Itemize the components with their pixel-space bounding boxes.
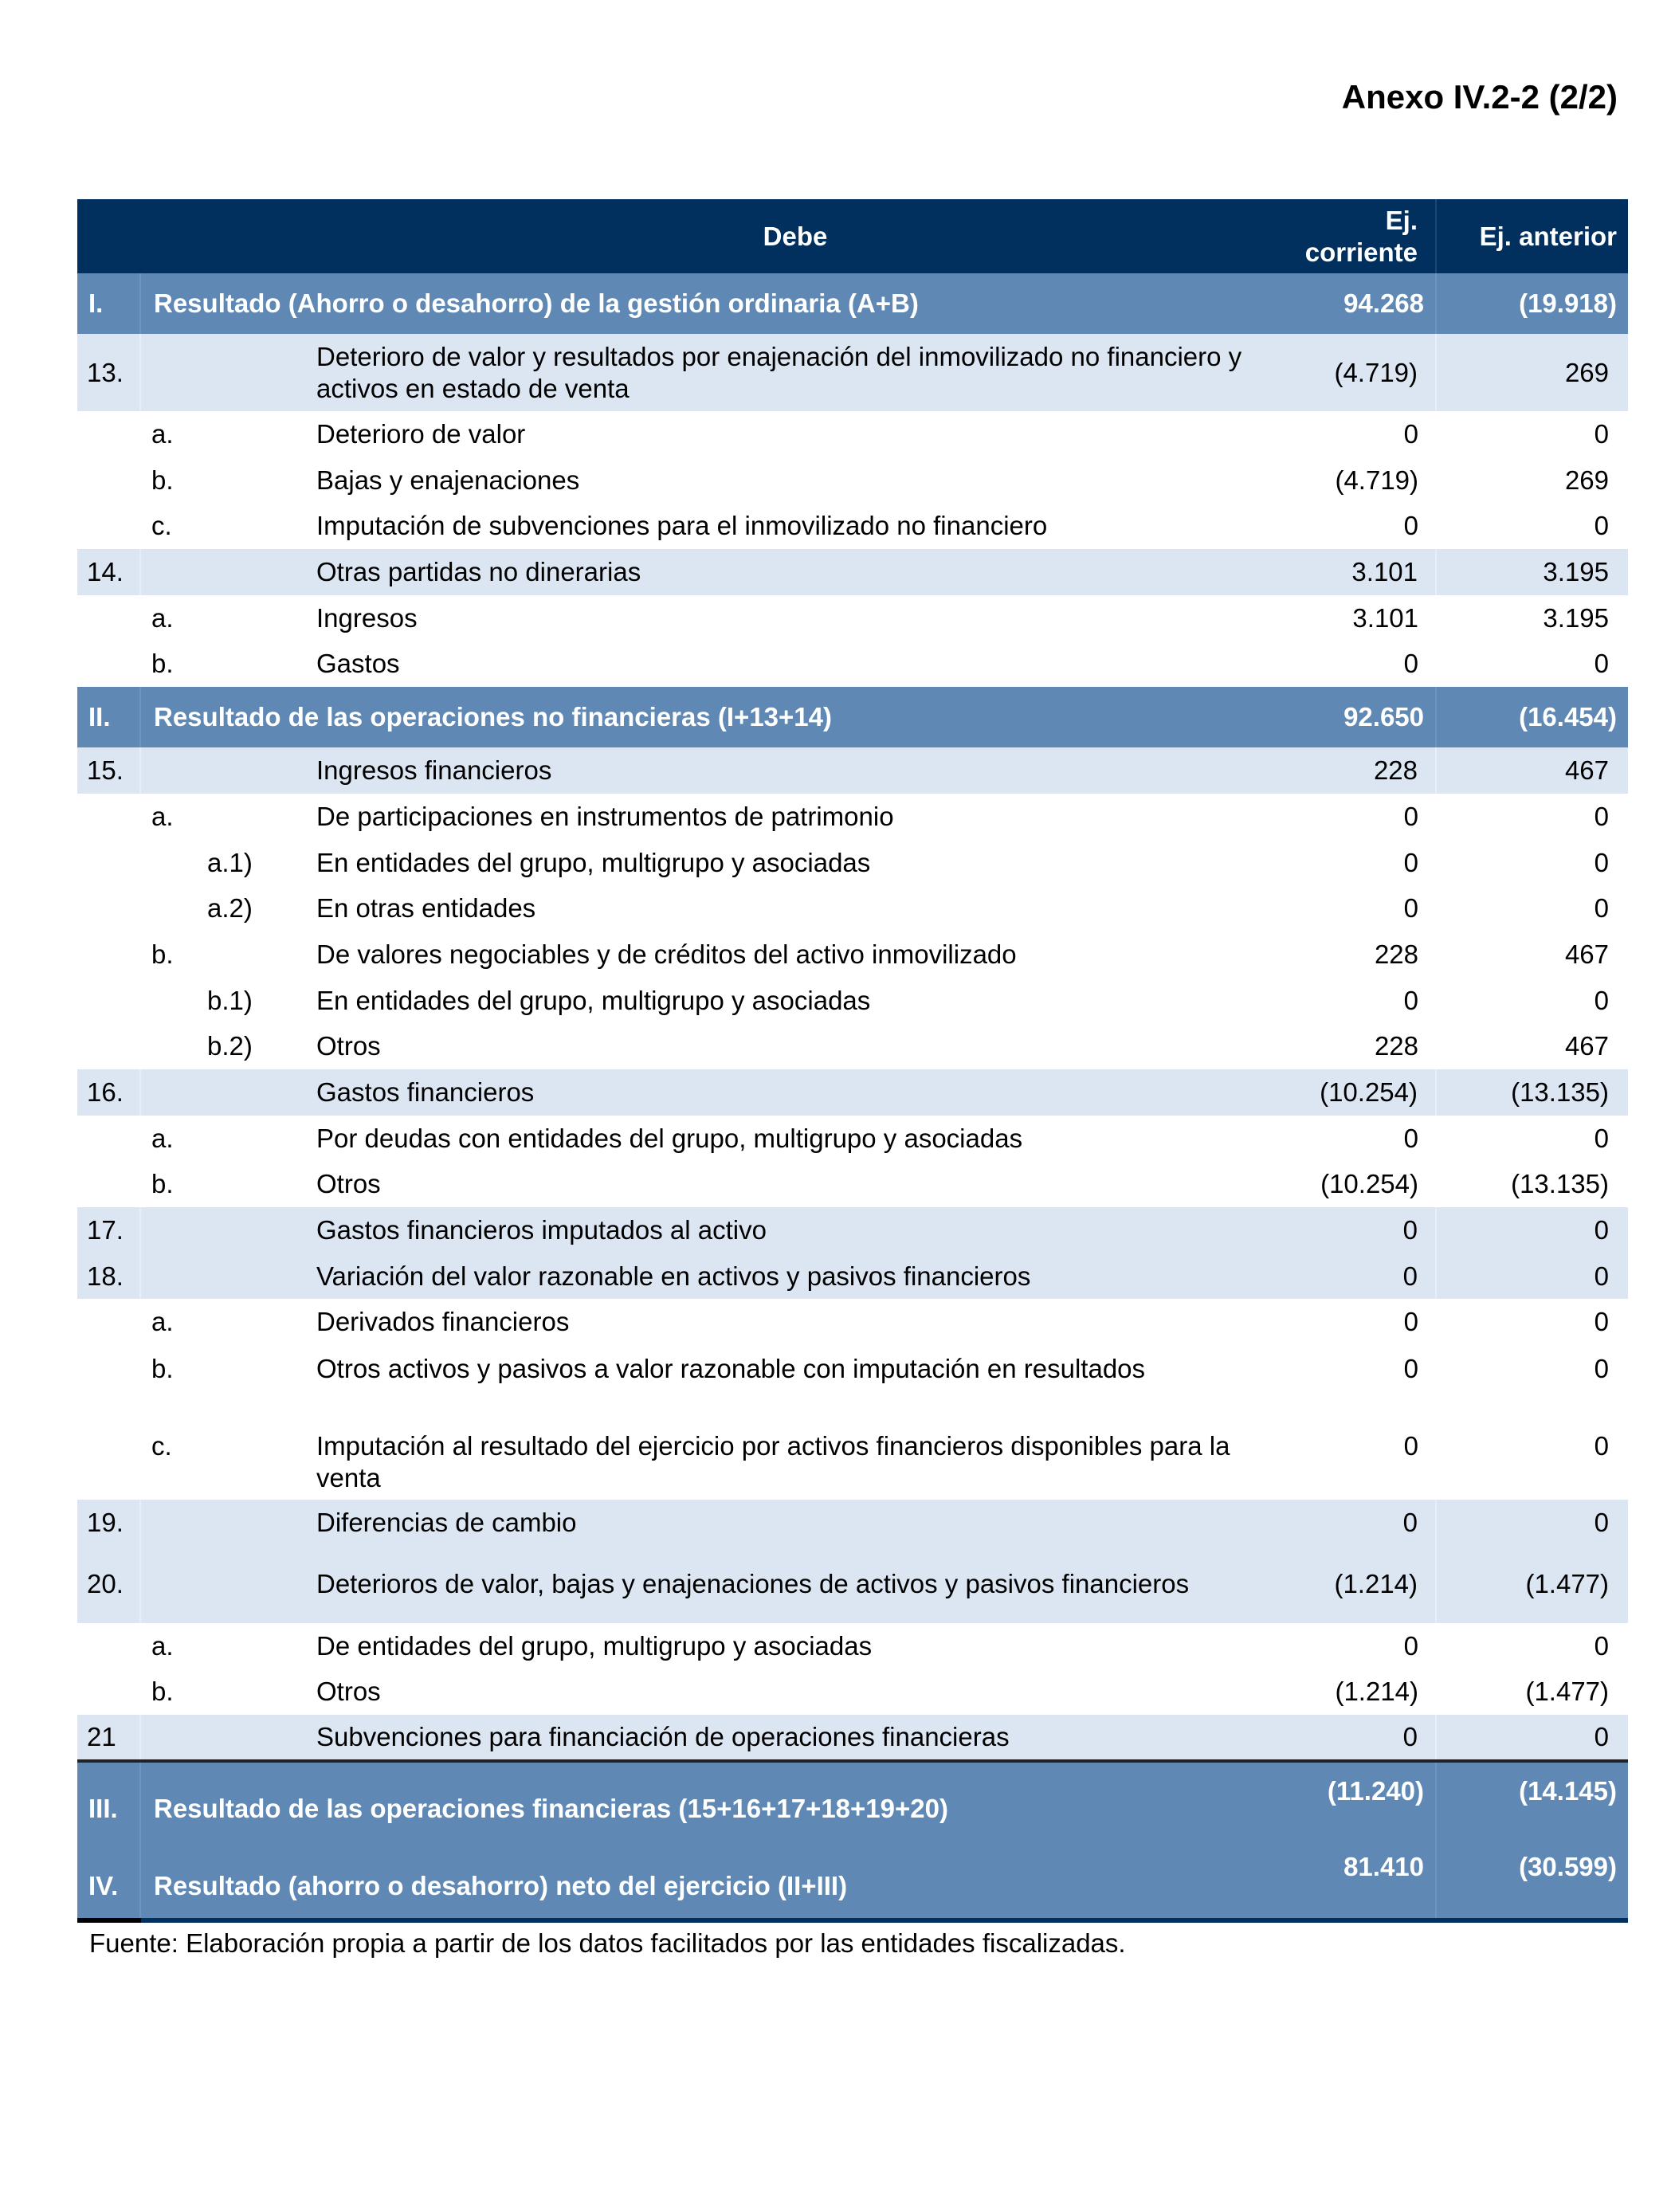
row-subletter: b. [151, 465, 174, 495]
row-number: II. [77, 687, 140, 747]
table-row [77, 595, 1628, 641]
row-subletter [140, 885, 207, 931]
value-ej-anterior: 0 [1594, 893, 1610, 924]
row-number [77, 978, 140, 1024]
table-row [77, 641, 1628, 687]
value-ej-anterior: 269 [1436, 334, 1628, 411]
table-row [77, 747, 1628, 794]
row-label: Ingresos financieros [316, 755, 552, 786]
value-ej-corriente: 228 [1374, 1031, 1419, 1061]
row-subletter: c. [151, 1431, 172, 1461]
value-ej-anterior: 0 [1594, 1123, 1610, 1153]
value-ej-anterior: 0 [1594, 1354, 1610, 1384]
row-number: IV. [77, 1838, 140, 1920]
table-row [77, 503, 1628, 549]
row-subletter [140, 1253, 207, 1300]
table-row [77, 1422, 1628, 1500]
value-ej-corriente: 3.101 [1352, 602, 1419, 633]
table-row [77, 931, 1628, 978]
value-ej-anterior: 467 [1564, 939, 1610, 969]
value-ej-corriente: 0 [1402, 1261, 1418, 1291]
row-label: Resultado (Ahorro o desahorro) de la gestión ordinaria (A+B) [154, 288, 919, 319]
row-label: Resultado de las operaciones financieras (15+16+17+18+19+20) [140, 1761, 1274, 1838]
row-label: De valores negociables y de créditos del activo inmovilizado [316, 939, 1017, 969]
row-number [77, 885, 140, 931]
value-ej-corriente: 0 [1403, 893, 1419, 924]
value-ej-anterior: 0 [1436, 1253, 1628, 1300]
value-ej-corriente: 0 [1403, 1307, 1419, 1337]
row-number [77, 411, 140, 457]
row-subsubletter [207, 503, 316, 549]
value-ej-corriente: 0 [1403, 649, 1419, 679]
value-ej-corriente: 81.410 [1274, 1838, 1436, 1920]
value-ej-anterior: (14.145) [1436, 1761, 1628, 1838]
value-ej-corriente: (1.214) [1334, 1569, 1418, 1599]
row-label: Otras partidas no dinerarias [316, 557, 641, 587]
row-label: De entidades del grupo, multigrupo y asociadas [316, 1630, 873, 1661]
row-number [77, 1023, 140, 1069]
row-number: 14. [77, 549, 140, 595]
row-subletter: a. [151, 602, 174, 633]
row-subletter [140, 840, 207, 886]
value-ej-anterior: 3.195 [1543, 602, 1610, 633]
annex-title: Anexo IV.2-2 (2/2) [1341, 78, 1618, 116]
section-total-row [77, 687, 1628, 747]
table-row [77, 1116, 1628, 1162]
row-subsubletter [207, 334, 316, 411]
row-number [77, 1299, 140, 1345]
value-ej-anterior: 0 [1594, 985, 1610, 1015]
value-ej-anterior: 0 [1594, 1307, 1610, 1337]
row-number: 16. [77, 1069, 140, 1116]
row-label: Gastos financieros imputados al activo [316, 1215, 767, 1245]
value-ej-corriente: 228 [1373, 755, 1418, 786]
header-debe: Debe [763, 221, 828, 251]
section-total-row [77, 1761, 1628, 1838]
value-ej-corriente: 0 [1403, 801, 1419, 831]
table-row [77, 1023, 1628, 1069]
section-total-row [77, 273, 1628, 334]
row-subsubletter [207, 411, 316, 457]
row-subsubletter: b.2) [207, 1031, 253, 1061]
row-number [77, 840, 140, 886]
value-ej-anterior: (19.918) [1436, 273, 1628, 334]
table-row [77, 840, 1628, 886]
row-number: 15. [77, 747, 140, 794]
value-ej-anterior: (30.599) [1436, 1838, 1628, 1920]
section-total-row [77, 1838, 1628, 1920]
row-number [77, 595, 140, 641]
row-label: Variación del valor razonable en activos y pasivos financieros [316, 1261, 1031, 1291]
value-ej-anterior: 3.195 [1436, 549, 1628, 595]
row-label: En otras entidades [316, 893, 536, 924]
header-ej-corriente: Ej. corriente [1304, 205, 1418, 267]
row-label: Imputación al resultado del ejercicio por activos financieros disponibles para la venta [316, 1431, 1230, 1492]
value-ej-anterior: 0 [1594, 419, 1610, 449]
value-ej-corriente: 0 [1403, 419, 1419, 449]
table-row [77, 1207, 1628, 1253]
row-number [77, 931, 140, 978]
row-label: Otros [316, 1677, 381, 1707]
value-ej-corriente: 0 [1403, 1431, 1419, 1461]
table-row [77, 549, 1628, 595]
row-subletter: b. [151, 1677, 174, 1707]
row-subsubletter [207, 1500, 316, 1546]
row-subsubletter [207, 1116, 316, 1162]
row-number: 21 [77, 1715, 140, 1761]
row-subletter: a. [151, 419, 174, 449]
row-subsubletter [207, 1546, 316, 1623]
table-row [77, 1253, 1628, 1300]
row-subletter: a. [151, 1307, 174, 1337]
value-ej-corriente: 0 [1403, 985, 1419, 1015]
row-label: Derivados financieros [316, 1307, 570, 1337]
table-row [77, 1623, 1628, 1669]
value-ej-anterior: 467 [1564, 1031, 1610, 1061]
row-subsubletter [207, 641, 316, 687]
row-subsubletter: b.1) [207, 985, 253, 1015]
table-row [77, 794, 1628, 840]
row-subletter [140, 334, 207, 411]
row-subsubletter [207, 747, 316, 794]
value-ej-corriente: 0 [1402, 1215, 1418, 1245]
row-number: 19. [77, 1500, 140, 1546]
row-subletter [140, 1546, 207, 1623]
header-ej-anterior: Ej. anterior [1436, 199, 1628, 273]
table-row [77, 1069, 1628, 1116]
table-row [77, 457, 1628, 504]
row-number [77, 1161, 140, 1207]
row-number [77, 641, 140, 687]
row-label: Deterioro de valor [316, 419, 526, 449]
row-number [77, 1116, 140, 1162]
value-ej-corriente: 0 [1403, 1630, 1419, 1661]
row-subsubletter [207, 1253, 316, 1300]
value-ej-anterior: 0 [1436, 1207, 1628, 1253]
row-subsubletter [207, 549, 316, 595]
row-subletter: a. [151, 1630, 174, 1661]
value-ej-corriente: 0 [1403, 1354, 1419, 1384]
row-subsubletter [207, 1299, 316, 1345]
row-label: Resultado de las operaciones no financieras (I+13+14) [154, 702, 832, 732]
row-subsubletter: a.1) [207, 847, 253, 877]
value-ej-anterior: 0 [1594, 511, 1610, 541]
row-label: En entidades del grupo, multigrupo y asociadas [316, 985, 871, 1015]
row-number: I. [77, 273, 140, 334]
row-label: De participaciones en instrumentos de patrimonio [316, 801, 894, 831]
value-ej-anterior: (16.454) [1436, 687, 1628, 747]
value-ej-corriente: (11.240) [1274, 1761, 1436, 1838]
table-row [77, 885, 1628, 931]
row-subletter: b. [151, 1354, 174, 1384]
row-label: Resultado (ahorro o desahorro) neto del ejercicio (II+III) [140, 1838, 1274, 1920]
value-ej-corriente: 0 [1403, 1123, 1419, 1153]
row-subletter: b. [151, 649, 174, 679]
row-subsubletter [207, 1161, 316, 1207]
value-ej-corriente: 0 [1402, 1508, 1418, 1538]
row-subletter: b. [151, 1169, 174, 1199]
table-row [77, 1500, 1628, 1546]
row-number [77, 794, 140, 840]
table-header-row [77, 199, 1628, 273]
row-label: Otros [316, 1169, 381, 1199]
value-ej-anterior: (13.135) [1436, 1069, 1628, 1116]
row-label: Deterioros de valor, bajas y enajenaciones de activos y pasivos financieros [316, 1569, 1190, 1599]
row-subsubletter [207, 931, 316, 978]
row-subsubletter [207, 1069, 316, 1116]
row-label: Por deudas con entidades del grupo, multigrupo y asociadas [316, 1123, 1023, 1153]
row-subsubletter [207, 794, 316, 840]
income-statement-table [77, 199, 1628, 1923]
table-row [77, 978, 1628, 1024]
row-subletter: a. [151, 801, 174, 831]
value-ej-anterior: 0 [1594, 801, 1610, 831]
row-label: Ingresos [316, 602, 418, 633]
value-ej-corriente: 0 [1403, 847, 1419, 877]
row-subsubletter [207, 1422, 316, 1500]
row-subletter: b. [151, 939, 174, 969]
row-label: Bajas y enajenaciones [316, 465, 580, 495]
row-subsubletter [207, 1669, 316, 1715]
row-subletter [140, 1500, 207, 1546]
row-label: Otros [316, 1031, 381, 1061]
row-label: Imputación de subvenciones para el inmovilizado no financiero [316, 511, 1048, 541]
value-ej-anterior: 0 [1436, 1500, 1628, 1546]
row-subletter [140, 978, 207, 1024]
table-row [77, 1546, 1628, 1623]
table-row [77, 1669, 1628, 1715]
table-row [77, 1161, 1628, 1207]
value-ej-anterior: (1.477) [1525, 1677, 1610, 1707]
row-subletter: c. [151, 511, 172, 541]
value-ej-anterior: 0 [1594, 1630, 1610, 1661]
row-subsubletter [207, 457, 316, 504]
row-subletter: a. [151, 1123, 174, 1153]
row-subletter [140, 1069, 207, 1116]
value-ej-corriente: 92.650 [1343, 702, 1425, 732]
row-subletter [140, 549, 207, 595]
value-ej-anterior: 269 [1564, 465, 1610, 495]
value-ej-corriente: (10.254) [1320, 1077, 1418, 1107]
value-ej-anterior: 467 [1436, 747, 1628, 794]
row-label: Otros activos y pasivos a valor razonable con imputación en resultados [316, 1354, 1146, 1384]
table-row [77, 1299, 1628, 1345]
row-subsubletter [207, 1623, 316, 1669]
value-ej-anterior: (13.135) [1511, 1169, 1610, 1199]
value-ej-corriente: (4.719) [1335, 465, 1419, 495]
row-subletter [140, 1715, 207, 1761]
row-number: 13. [77, 334, 140, 411]
row-label: Subvenciones para financiación de operaciones financieras [316, 1722, 1010, 1752]
row-subsubletter [207, 1207, 316, 1253]
value-ej-corriente: (10.254) [1320, 1169, 1419, 1199]
row-number: III. [77, 1761, 140, 1838]
value-ej-anterior: 0 [1594, 847, 1610, 877]
row-number [77, 503, 140, 549]
table-row [77, 1345, 1628, 1422]
row-subletter [140, 1023, 207, 1069]
value-ej-corriente: 3.101 [1351, 557, 1418, 587]
row-subsubletter [207, 595, 316, 641]
row-label: Gastos [316, 649, 400, 679]
row-number: 20. [77, 1546, 140, 1623]
table-row [77, 334, 1628, 411]
row-number [77, 1422, 140, 1500]
table-row [77, 411, 1628, 457]
value-ej-anterior: (1.477) [1436, 1546, 1628, 1623]
source-note: Fuente: Elaboración propia a partir de los datos facilitados por las entidades fiscalizadas. [89, 1928, 1126, 1958]
value-ej-corriente: (4.719) [1334, 357, 1418, 387]
row-label: Diferencias de cambio [316, 1508, 577, 1538]
row-number: 18. [77, 1253, 140, 1300]
value-ej-corriente: 228 [1374, 939, 1419, 969]
value-ej-corriente: 0 [1403, 511, 1419, 541]
row-number: 17. [77, 1207, 140, 1253]
value-ej-corriente: 0 [1402, 1722, 1418, 1752]
row-label: Gastos financieros [316, 1077, 535, 1107]
value-ej-anterior: 0 [1594, 649, 1610, 679]
row-number [77, 1623, 140, 1669]
value-ej-anterior: 0 [1436, 1715, 1628, 1761]
row-label: Deterioro de valor y resultados por enajenación del inmovilizado no financiero y activos en estado de venta [316, 341, 1242, 403]
table-row [77, 1715, 1628, 1761]
row-subletter [140, 1207, 207, 1253]
row-number [77, 1345, 140, 1422]
row-subsubletter [207, 1715, 316, 1761]
row-subsubletter: a.2) [207, 893, 253, 924]
row-number [77, 1669, 140, 1715]
row-subletter [140, 747, 207, 794]
value-ej-anterior: 0 [1594, 1431, 1610, 1461]
value-ej-corriente: 94.268 [1343, 288, 1425, 319]
row-number [77, 457, 140, 504]
row-label: En entidades del grupo, multigrupo y asociadas [316, 847, 871, 877]
row-subsubletter [207, 1345, 316, 1422]
value-ej-corriente: (1.214) [1335, 1677, 1419, 1707]
